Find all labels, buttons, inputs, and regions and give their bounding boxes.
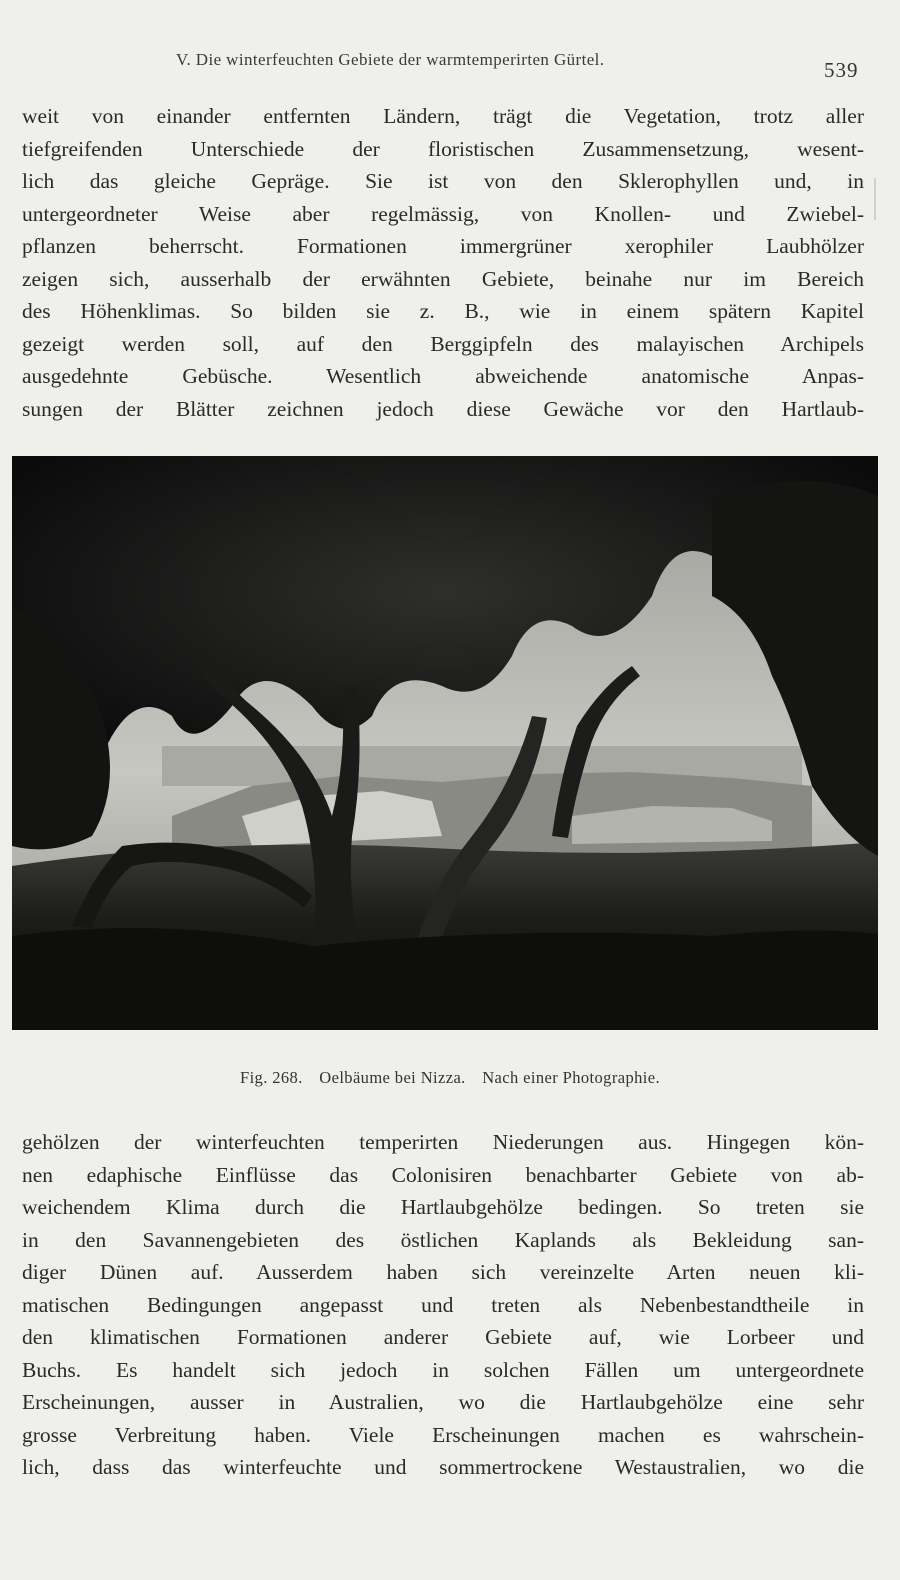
- paragraph-top: [22, 100, 864, 425]
- text-line: ausgedehnte Gebüsche. Wesentlich abweichende anatomische Anpas-: [22, 364, 864, 388]
- text-line: matischen Bedingungen angepasst und treten als Nebenbestandtheile in: [22, 1292, 864, 1317]
- caption-note: Nach einer Photographie.: [482, 1068, 660, 1087]
- text-line: untergeordneter Weise aber regelmässig, von Knollen- und Zwiebel-: [22, 201, 864, 226]
- figure-photograph-olive-trees: [12, 456, 878, 1030]
- text-line: lich, dass das winterfeuchte und sommertrockene Westaustralien, wo die: [22, 1455, 864, 1479]
- scan-edge-mark: [874, 178, 876, 220]
- text-line: lich das gleiche Gepräge. Sie ist von den Sklerophyllen und, in: [22, 169, 864, 193]
- text-line: des Höhenklimas. So bilden sie z. B., wie in einem spätern Kapitel: [22, 299, 864, 323]
- caption-title: Oelbäume bei Nizza.: [319, 1068, 466, 1087]
- text-line: gehölzen der winterfeuchten temperirten Niederungen aus. Hingegen kön-: [22, 1130, 864, 1154]
- olive-trees-photo: [12, 456, 878, 1030]
- text-line: Buchs. Es handelt sich jedoch in solchen Fällen um untergeordnete: [22, 1357, 864, 1382]
- text-line: nen edaphische Einflüsse das Colonisiren benachbarter Gebiete von ab-: [22, 1162, 864, 1187]
- running-header: [0, 44, 900, 84]
- text-line: den klimatischen Formationen anderer Gebiete auf, wie Lorbeer und: [22, 1325, 864, 1349]
- text-line: diger Dünen auf. Ausserdem haben sich vereinzelte Arten neuen kli-: [22, 1260, 864, 1284]
- text-line: weichendem Klima durch die Hartlaubgehölze bedingen. So treten sie: [22, 1195, 864, 1219]
- text-line: grosse Verbreitung haben. Viele Erscheinungen machen es wahrschein-: [22, 1422, 864, 1447]
- text-line: weit von einander entfernten Ländern, trägt die Vegetation, trotz aller: [22, 104, 864, 128]
- caption-label: Fig. 268.: [240, 1068, 303, 1087]
- text-line: in den Savannengebieten des östlichen Kaplands als Bekleidung san-: [22, 1227, 864, 1252]
- paragraph-bottom: [22, 1126, 864, 1484]
- text-line: pflanzen beherrscht. Formationen immergrüner xerophiler Laubhölzer: [22, 234, 864, 258]
- grass-shadow: [12, 928, 878, 1030]
- text-line: tiefgreifenden Unterschiede der floristischen Zusammensetzung, wesent-: [22, 136, 864, 161]
- figure-caption: [0, 1068, 900, 1088]
- text-line: sungen der Blätter zeichnen jedoch diese Gewäche vor den Hartlaub-: [22, 396, 864, 421]
- text-line: zeigen sich, ausserhalb der erwähnten Gebiete, beinahe nur im Bereich: [22, 266, 864, 291]
- text-line: gezeigt werden soll, auf den Berggipfeln des malayischen Archipels: [22, 331, 864, 356]
- page-number: 539: [824, 58, 859, 82]
- text-line: Erscheinungen, ausser in Australien, wo die Hartlaubgehölze eine sehr: [22, 1390, 864, 1414]
- running-title: V. Die winterfeuchten Gebiete der warmtemperirten Gürtel.: [176, 50, 605, 69]
